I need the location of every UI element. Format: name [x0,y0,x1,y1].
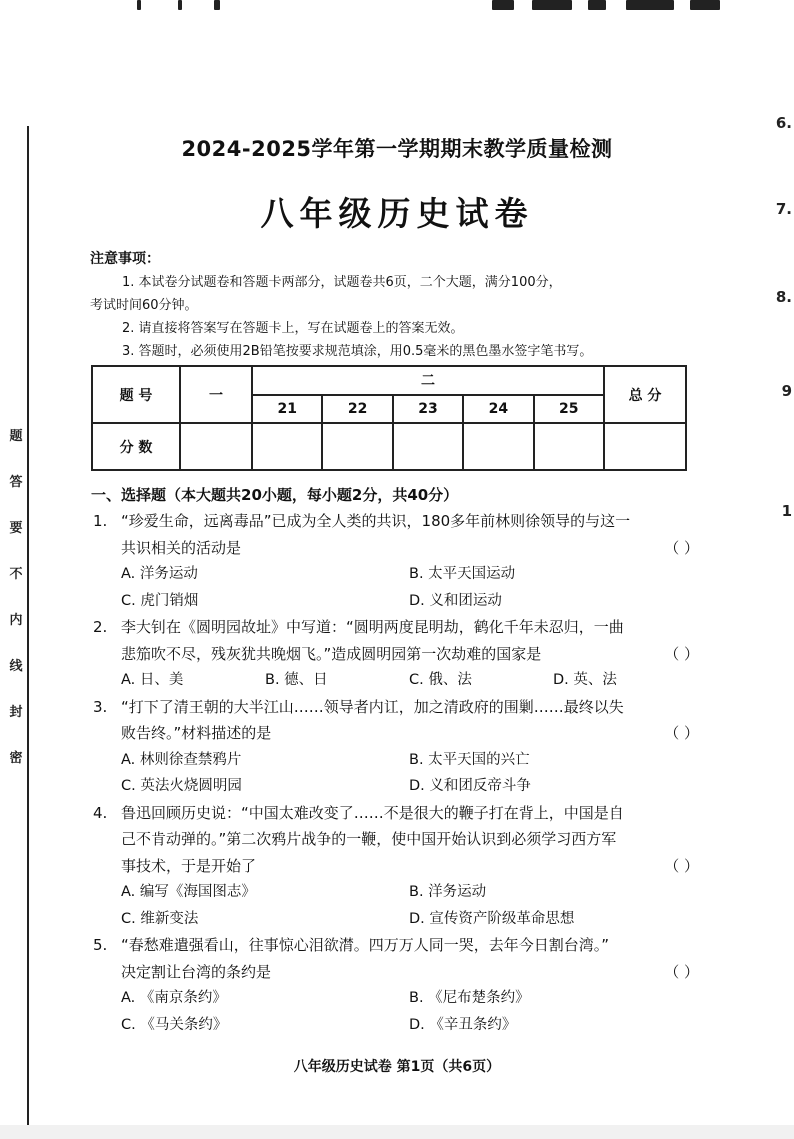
option-a: A. 林则徐查禁鸦片 [121,751,242,768]
scan-mark [178,0,182,10]
question-stem-line: “打下了清王朝的大半江山……领导者内讧，加之清政府的围剿……最终以失 [121,697,624,716]
scan-bottom-strip [0,1125,794,1139]
scan-mark [492,0,514,10]
binding-char: 线 [9,659,23,674]
margin-number: 9 [781,382,792,400]
notice-heading: 注意事项： [90,251,160,267]
table-label-number: 题 号 [92,366,180,423]
exam-title-line2: 八年级历史试卷 [260,194,534,233]
score-table [91,365,687,471]
score-cell [534,423,604,470]
question-stem-line: 李大钊在《圆明园故址》中写道：“圆明两度昆明劫，鹤化千年未忍归，一曲 [121,618,624,636]
answer-paren: （ ） [664,856,699,875]
score-cell [393,423,463,470]
question-number: 2. [93,618,108,636]
scan-mark [626,0,674,10]
binding-char: 不 [9,567,23,582]
question-number: 3. [93,697,108,716]
question-stem-line: 事技术，于是开始了 [121,856,257,875]
score-cell [604,423,686,470]
option-a: A. 洋务运动 [121,566,198,582]
option-c: C. 俄、法 [409,672,472,688]
margin-number: 8. [775,288,792,306]
score-cell [463,423,533,470]
option-d: D. 英、法 [553,672,617,688]
answer-paren: （ ） [664,644,699,663]
table-subcol: 22 [322,395,392,424]
option-b: B. 太平天国的兴亡 [409,751,530,768]
question-stem-line: 悲笳吹不尽，残灰犹共晚烟飞。”造成圆明园第一次劫难的国家是 [121,644,542,663]
option-c: C. 英法火烧圆明园 [121,778,242,794]
option-a: A. 日、美 [121,672,184,688]
scan-mark [690,0,720,10]
answer-paren: （ ） [664,724,699,742]
option-a: A. 编写《海国图志》 [121,884,256,900]
binding-char: 要 [9,521,23,536]
notice-item-2: 2. 请直接将答案写在答题卡上，写在试题卷上的答案无效。 [122,321,464,336]
binding-line [27,126,29,1136]
exam-title-line1: 2024-2025学年第一学期期末教学质量检测 [181,137,613,161]
question-4 [93,800,723,933]
notice-item-1: 1. 本试卷分试题卷和答题卡两部分，试题卷共6页，二个大题，满分100分， [122,275,562,290]
question-stem-line: 败告终。”材料描述的是 [121,724,272,742]
score-cell [322,423,392,470]
binding-char: 答 [9,475,23,490]
question-stem-line: “春愁难遣强看山，往事惊心泪欲潸。四万万人同一哭，去年今日割台湾。” [121,936,610,954]
table-subcol: 23 [393,395,463,424]
answer-paren: （ ） [664,538,699,557]
question-stem-line: 己不肯动弹的。”第二次鸦片战争的一鞭，使中国开始认识到必须学习西方军 [121,830,617,848]
notice-block [90,248,690,363]
binding-char: 题 [9,429,23,444]
score-cell [252,423,322,470]
question-stem-line: 鲁迅回顾历史说：“中国太难改变了……不是很大的鞭子打在背上，中国是自 [121,803,624,822]
table-subcol: 25 [534,395,604,424]
option-d: D. 义和团运动 [409,592,502,609]
binding-char: 内 [9,613,23,628]
binding-char: 密 [9,751,23,766]
notice-item-1-cont: 考试时间60分钟。 [90,298,198,313]
answer-paren: （ ） [664,962,699,981]
table-subcol: 21 [252,395,322,424]
question-5 [93,932,723,1038]
question-3 [93,694,723,800]
table-label-score: 分 数 [92,423,180,470]
question-number: 1. [93,512,108,530]
table-subcol: 24 [463,395,533,424]
question-number: 5. [93,936,108,954]
margin-number: 6. [775,114,792,132]
option-b: B. 太平天国运动 [409,566,516,582]
score-cell [180,423,252,470]
table-col-one: 一 [180,366,252,423]
option-a: A. 《南京条约》 [121,990,227,1006]
section-heading: 一、选择题（本大题共20小题，每小题2分，共40分） [91,486,459,504]
scan-mark [588,0,606,10]
option-d: D. 义和团反帝斗争 [409,778,531,794]
option-c: C. 《马关条约》 [121,1016,228,1033]
binding-warning [6,425,26,766]
option-c: C. 虎门销烟 [121,592,199,609]
question-1 [93,508,723,614]
option-d: D. 宣传资产阶级革命思想 [409,910,575,927]
scan-mark [137,0,141,10]
question-number: 4. [93,803,108,822]
option-b: B. 洋务运动 [409,884,487,900]
option-c: C. 维新变法 [121,910,199,927]
question-list [93,508,723,1038]
notice-item-3: 3. 答题时，必须使用2B铅笔按要求规范填涂，用0.5毫米的黑色墨水签字笔书写。 [122,344,593,359]
option-d: D. 《辛丑条约》 [409,1016,517,1033]
binding-char: 封 [9,705,23,720]
scan-top-marks [0,0,794,12]
scan-mark [214,0,220,10]
question-stem-line: “珍爱生命，远离毒品”已成为全人类的共识，180多年前林则徐领导的与这一 [121,512,631,530]
scan-mark [532,0,572,10]
option-b: B. 《尼布楚条约》 [409,990,530,1006]
margin-number: 1 [781,502,792,520]
question-stem-line: 决定割让台湾的条约是 [121,962,272,981]
page-footer: 八年级历史试卷 第1页（共6页） [293,1059,501,1075]
table-col-two: 二 [252,366,604,395]
question-2 [93,614,723,694]
margin-number: 7. [775,200,792,218]
question-stem-line: 共识相关的活动是 [121,538,242,557]
option-b: B. 德、日 [265,672,328,688]
table-label-total: 总 分 [604,366,686,423]
